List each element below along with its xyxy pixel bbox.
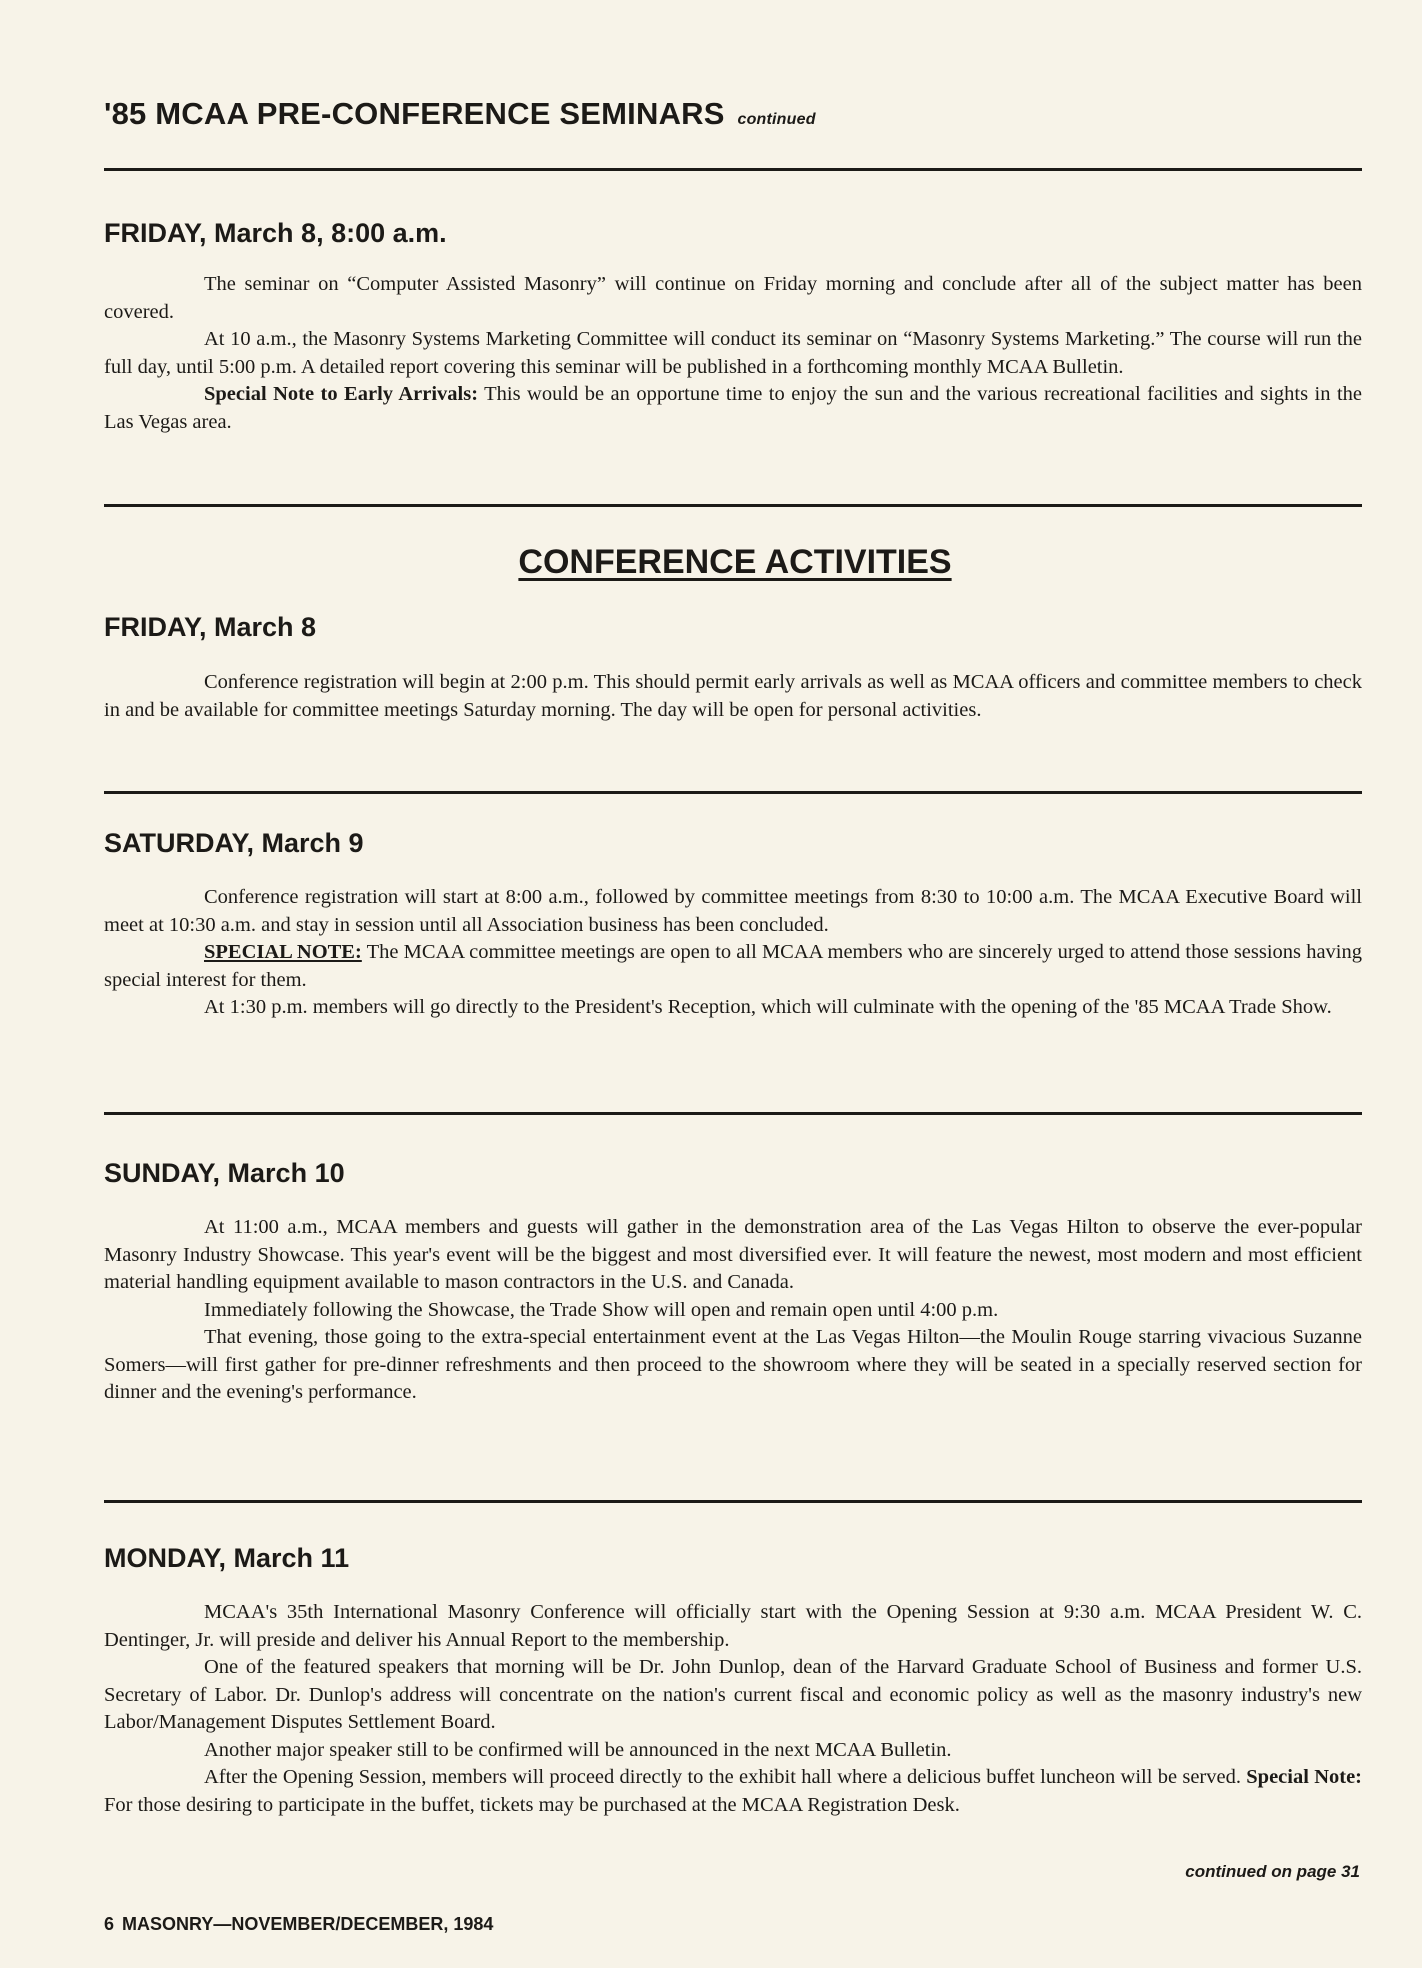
section-title: CONFERENCE ACTIVITIES [518, 543, 952, 581]
page-footer [104, 1914, 493, 1935]
divider [104, 791, 1362, 794]
sunday-heading: SUNDAY, March 10 [104, 1158, 345, 1188]
note-label: Special Note to Early Arrivals: [204, 383, 479, 405]
continued-note: continued on page 31 [1185, 1862, 1360, 1881]
paragraph: At 10 a.m., the Masonry Systems Marketing Committee will conduct its seminar on “Masonry Systems Marketing.” The course will run the full day, until 5:00 p.m. A detailed report covering this seminar will be published in a forthcoming monthly MCAA Bulletin. [104, 328, 1362, 378]
paragraph: Conference registration will start at 8:00 a.m., followed by committee meetings from 8:30 to 10:00 a.m. The MCAA Executive Board will meet at 10:30 a.m. and stay in session until all Association business has been concluded. [104, 886, 1362, 936]
divider [104, 1112, 1362, 1115]
friday-seminar-body [104, 271, 1362, 436]
saturday-heading: SATURDAY, March 9 [104, 828, 364, 858]
friday-body [104, 669, 1362, 724]
friday-heading: FRIDAY, March 8 [104, 612, 317, 642]
publication-line: MASONRY—NOVEMBER/DECEMBER, 1984 [122, 1914, 494, 1934]
paragraph [104, 1764, 1362, 1819]
paragraph: At 11:00 a.m., MCAA members and guests will gather in the demonstration area of the Las Vegas Hilton to observe the ever-popular Masonry Industry Showcase. This year's event will be the biggest and most diversified ever. It will feature the newest, most modern and most efficient material handling equipment available to mason contractors in the U.S. and Canada. [104, 1216, 1362, 1293]
monday-body [104, 1599, 1362, 1819]
paragraph: That evening, those going to the extra-special entertainment event at the Las Vegas Hilton—the Moulin Rouge starring vivacious Suzanne Somers—will first gather for pre-dinner refreshments and then proceed to the showroom where they will be seated in a specially reserved section for dinner and the evening's performance. [104, 1326, 1362, 1403]
header-continued: continued [737, 111, 816, 128]
paragraph: Conference registration will begin at 2:00 p.m. This should permit early arrivals as well as MCAA officers and committee members to check in and be available for committee meetings Saturday morning. The day will be open for personal activities. [104, 671, 1362, 721]
divider [104, 1500, 1362, 1503]
paragraph: One of the featured speakers that morning will be Dr. John Dunlop, dean of the Harvard Graduate School of Business and former U.S. Secretary of Labor. Dr. Dunlop's address will concentrate on the nation's current fiscal and economic policy as well as the masonry industry's new Labor/Management Disputes Settlement Board. [104, 1656, 1362, 1733]
note-text: This would be an opportune time to enjoy the sun and the various recreational facilities and sights in the Las Vegas area. [104, 383, 1362, 433]
page-number: 6 [104, 1914, 115, 1934]
friday-seminar-heading: FRIDAY, March 8, 8:00 a.m. [104, 218, 447, 248]
paragraph: Immediately following the Showcase, the Trade Show will open and remain open until 4:00 p.m. [204, 1298, 999, 1321]
page-header [104, 96, 816, 132]
paragraph: MCAA's 35th International Masonry Conference will officially start with the Opening Session at 9:30 a.m. MCAA President W. C. Dentinger, Jr. will preside and deliver his Annual Report to the membership. [104, 1601, 1362, 1651]
paragraph [104, 381, 1362, 436]
paragraph-text: After the Opening Session, members will proceed directly to the exhibit hall where a delicious buffet luncheon will be served. [204, 1766, 1247, 1788]
special-note-text: The MCAA committee meetings are open to all MCAA members who are sincerely urged to attend those sessions having special interest for them. [104, 941, 1362, 991]
paragraph: At 1:30 p.m. members will go directly to the President's Reception, which will culminate with the opening of the '85 MCAA Trade Show. [204, 996, 1332, 1018]
paragraph: The seminar on “Computer Assisted Masonry” will continue on Friday morning and conclude after all of the subject matter has been covered. [104, 273, 1362, 323]
saturday-body [104, 884, 1362, 1022]
note-label: Special Note: [1246, 1766, 1362, 1788]
header-title: '85 MCAA PRE-CONFERENCE SEMINARS [104, 96, 725, 131]
divider [104, 168, 1362, 171]
monday-heading: MONDAY, March 11 [104, 1543, 350, 1573]
paragraph [104, 939, 1362, 994]
special-note-label: SPECIAL NOTE: [204, 941, 362, 963]
note-text: For those desiring to participate in the buffet, tickets may be purchased at the MCAA Registration Desk. [104, 1793, 960, 1816]
paragraph: Another major speaker still to be confirmed will be announced in the next MCAA Bulletin. [204, 1738, 952, 1761]
divider [104, 504, 1362, 507]
sunday-body [104, 1214, 1362, 1407]
